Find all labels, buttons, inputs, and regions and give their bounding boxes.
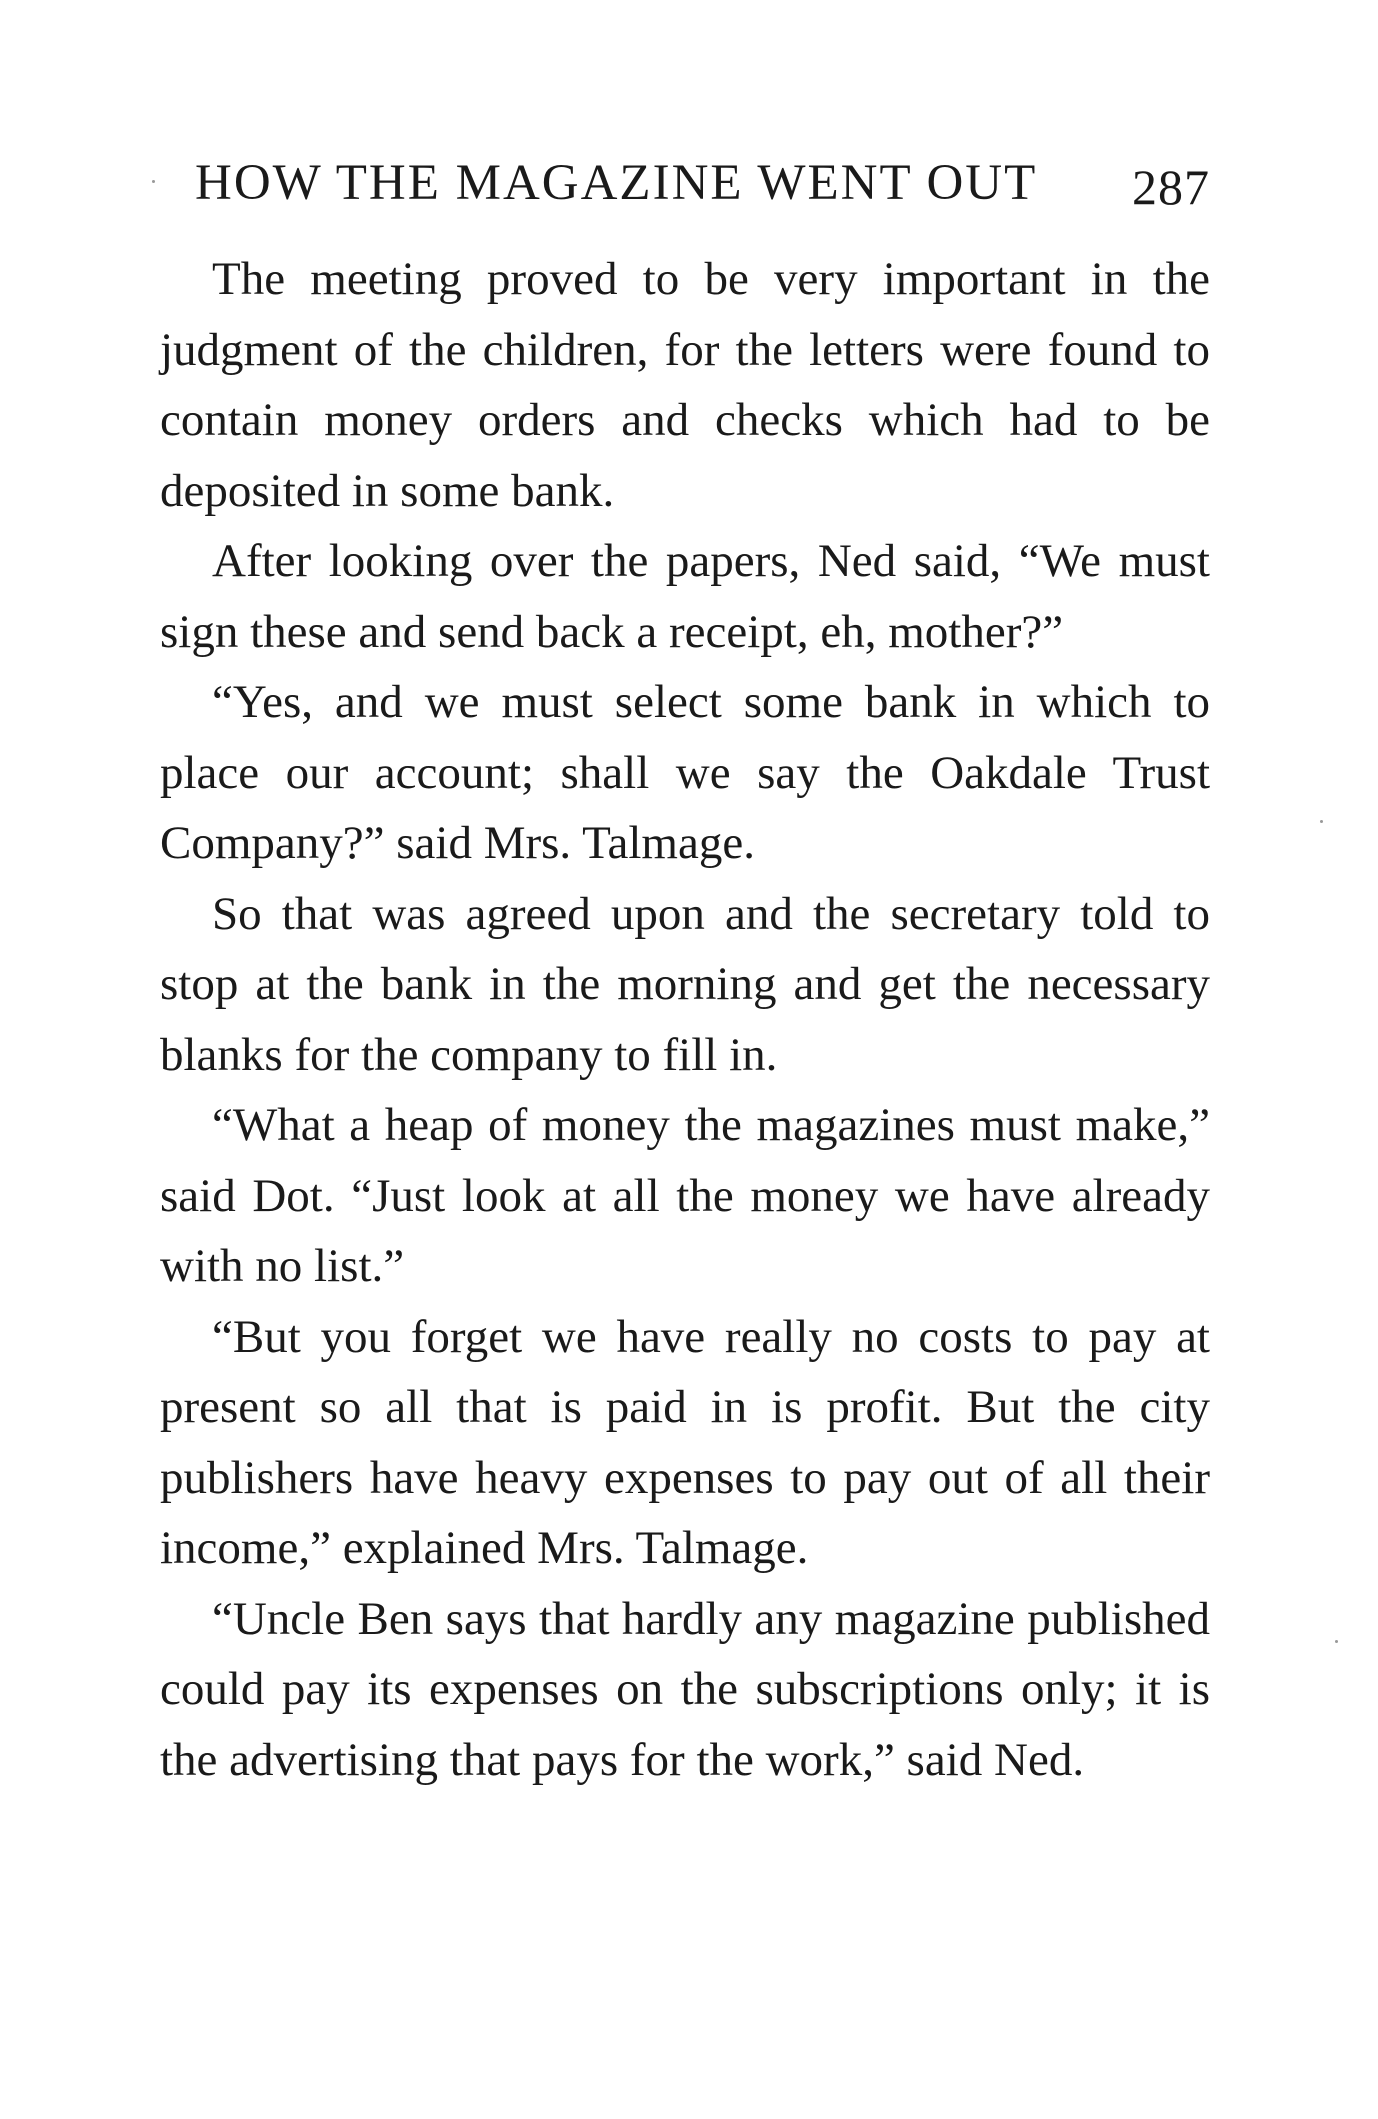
paragraph: The meeting proved to be very important in the judgment of the children, for the letters were found to contain money orders and checks which had to be deposited in some bank. xyxy=(160,253,1210,517)
paragraph: “What a heap of money the magazines must make,” said Dot. “Just look at all the money we have already with no list.” xyxy=(160,1099,1210,1292)
paragraph: After looking over the papers, Ned said, “We must sign these and send back a receipt, eh, mother?” xyxy=(160,535,1210,658)
print-speck xyxy=(1335,1640,1338,1643)
paragraph: “Yes, and we must select some bank in which to place our account; shall we say the Oakdale Trust Company?” said Mrs. Talmage. xyxy=(160,676,1210,869)
body-text xyxy=(160,244,1210,1795)
print-speck xyxy=(1320,820,1323,823)
paragraph: “But you forget we have really no costs to pay at present so all that is paid in is profit. But the city publishers have heavy expenses to pay out of all their income,” explained Mrs. Talmage. xyxy=(160,1310,1210,1574)
running-title: HOW THE MAGAZINE WENT OUT xyxy=(195,155,1038,211)
paragraph: “Uncle Ben says that hardly any magazine published could pay its expenses on the subscriptions only; it is the advertising that pays for the work,” said Ned. xyxy=(160,1592,1210,1786)
print-speck xyxy=(152,180,155,183)
running-head xyxy=(195,148,1210,218)
page-number: 287 xyxy=(1132,159,1210,215)
paragraph: So that was agreed upon and the secretary told to stop at the bank in the morning and get the necessary blanks for the company to fill in. xyxy=(160,887,1210,1081)
